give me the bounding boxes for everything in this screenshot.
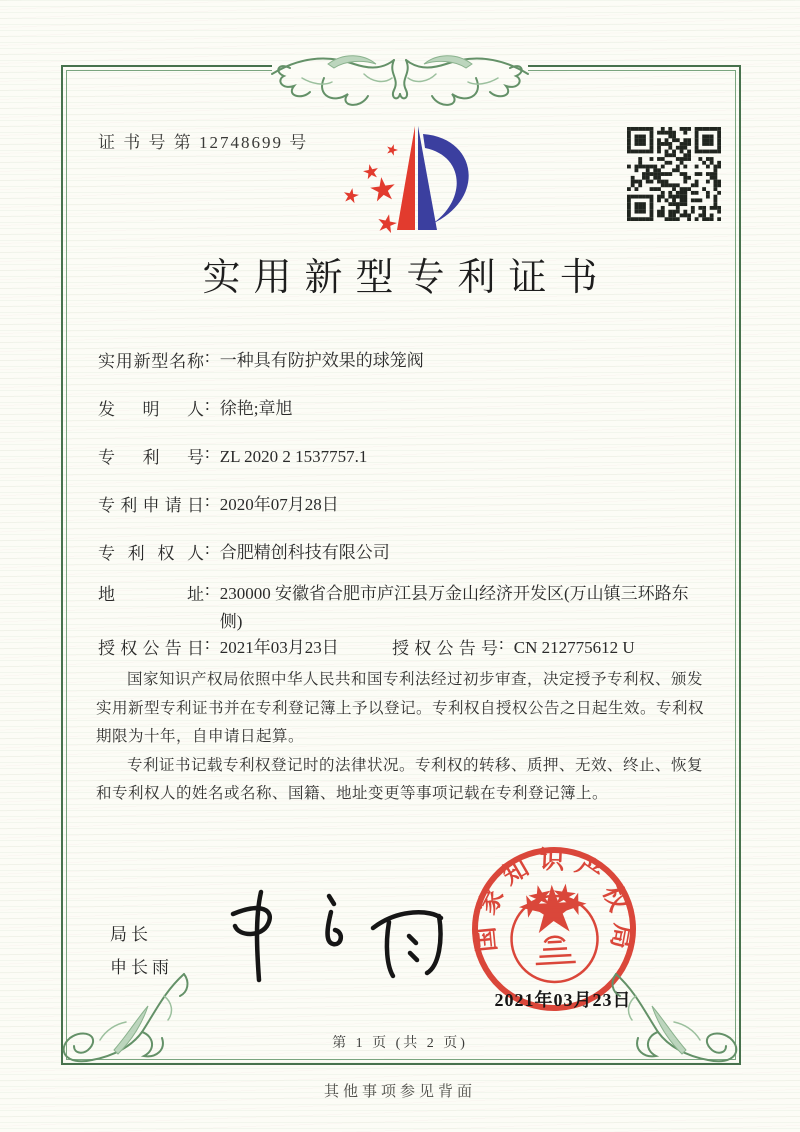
back-side-note: 其他事项参见背面: [323, 1084, 476, 1100]
field-label: 授权公告日: [98, 639, 204, 658]
field-colon: :: [205, 347, 210, 366]
field-row-grant: [98, 634, 718, 662]
page-number: 第 1 页 (共 2 页): [332, 1036, 468, 1051]
field-value: 徐艳;章旭: [219, 399, 293, 418]
field-label: 实用新型名称: [98, 352, 204, 371]
field-colon: :: [205, 539, 210, 558]
field-row-filing-date: [98, 491, 718, 519]
field-label: 专利申请日: [98, 496, 204, 515]
field-row-patent-number: [98, 443, 718, 471]
field-value: 合肥精创科技有限公司: [219, 543, 390, 562]
field-colon: :: [499, 634, 504, 653]
field-value: 2020年07月28日: [219, 495, 339, 514]
director-signature: [215, 880, 450, 995]
certificate-title: 实用新型专利证书: [202, 257, 611, 299]
director-title: 局长: [110, 925, 152, 944]
field-label: 专利权人: [98, 544, 204, 563]
field-colon: :: [205, 395, 210, 414]
national-emblem-icon: [509, 889, 600, 985]
field-label: 发明人: [98, 400, 204, 419]
grant-number-group: [392, 634, 635, 662]
legal-text: [96, 666, 714, 809]
director-name: 申长雨: [110, 958, 173, 977]
field-label: 授权公告号: [392, 639, 498, 658]
field-value: ZL 2020 2 1537757.1: [219, 447, 368, 466]
field-row-utility-model-name: [98, 347, 718, 375]
field-label: 专利号: [98, 448, 204, 467]
field-colon: :: [205, 443, 210, 462]
field-label: 地址: [98, 585, 204, 604]
seal-ring-text: 国家知识产权局: [471, 846, 637, 960]
top-flourish-ornament green-dragon-flourish-icon: [268, 34, 532, 110]
field-value: 一种具有防护效果的球笼阀: [219, 351, 424, 370]
legal-paragraph-1: 国家知识产权局依照中华人民共和国专利法经过初步审查，决定授予专利权、颁发实用新型专利证书并在专利登记簿上予以登记。专利权自授权公告之日起生效。专利权期限为十年，自申请日起算。: [96, 671, 705, 745]
certificate-number: 证 书 号 第 12748699 号: [98, 133, 309, 152]
field-value: 230000 安徽省合肥市庐江县万金山经济开发区(万山镇三环路东侧): [219, 584, 689, 632]
cnipa-patent-logo-icon: [335, 112, 485, 240]
bottom-left-flourish-ornament green-floral-flourish-icon: [44, 962, 194, 1077]
grant-date-value: 2021年03月23日: [219, 638, 339, 657]
field-row-address: [98, 580, 718, 636]
field-colon: :: [205, 634, 210, 653]
field-colon: :: [205, 491, 210, 510]
seal-date: 2021年03月23日: [494, 990, 632, 1010]
field-colon: :: [205, 580, 210, 599]
legal-paragraph-2: 专利证书记载专利权登记时的法律状况。专利权的转移、质押、无效、终止、恢复和专利权人的姓名或名称、国籍、地址变更等事项记载在专利登记簿上。: [96, 756, 704, 802]
grant-number-value: CN 212775612 U: [513, 638, 635, 657]
field-row-patentee: [98, 539, 718, 567]
qr-code-icon: [627, 127, 721, 221]
bottom-right-flourish-ornament green-floral-flourish-icon: [606, 962, 756, 1077]
field-row-inventor: [98, 395, 718, 423]
